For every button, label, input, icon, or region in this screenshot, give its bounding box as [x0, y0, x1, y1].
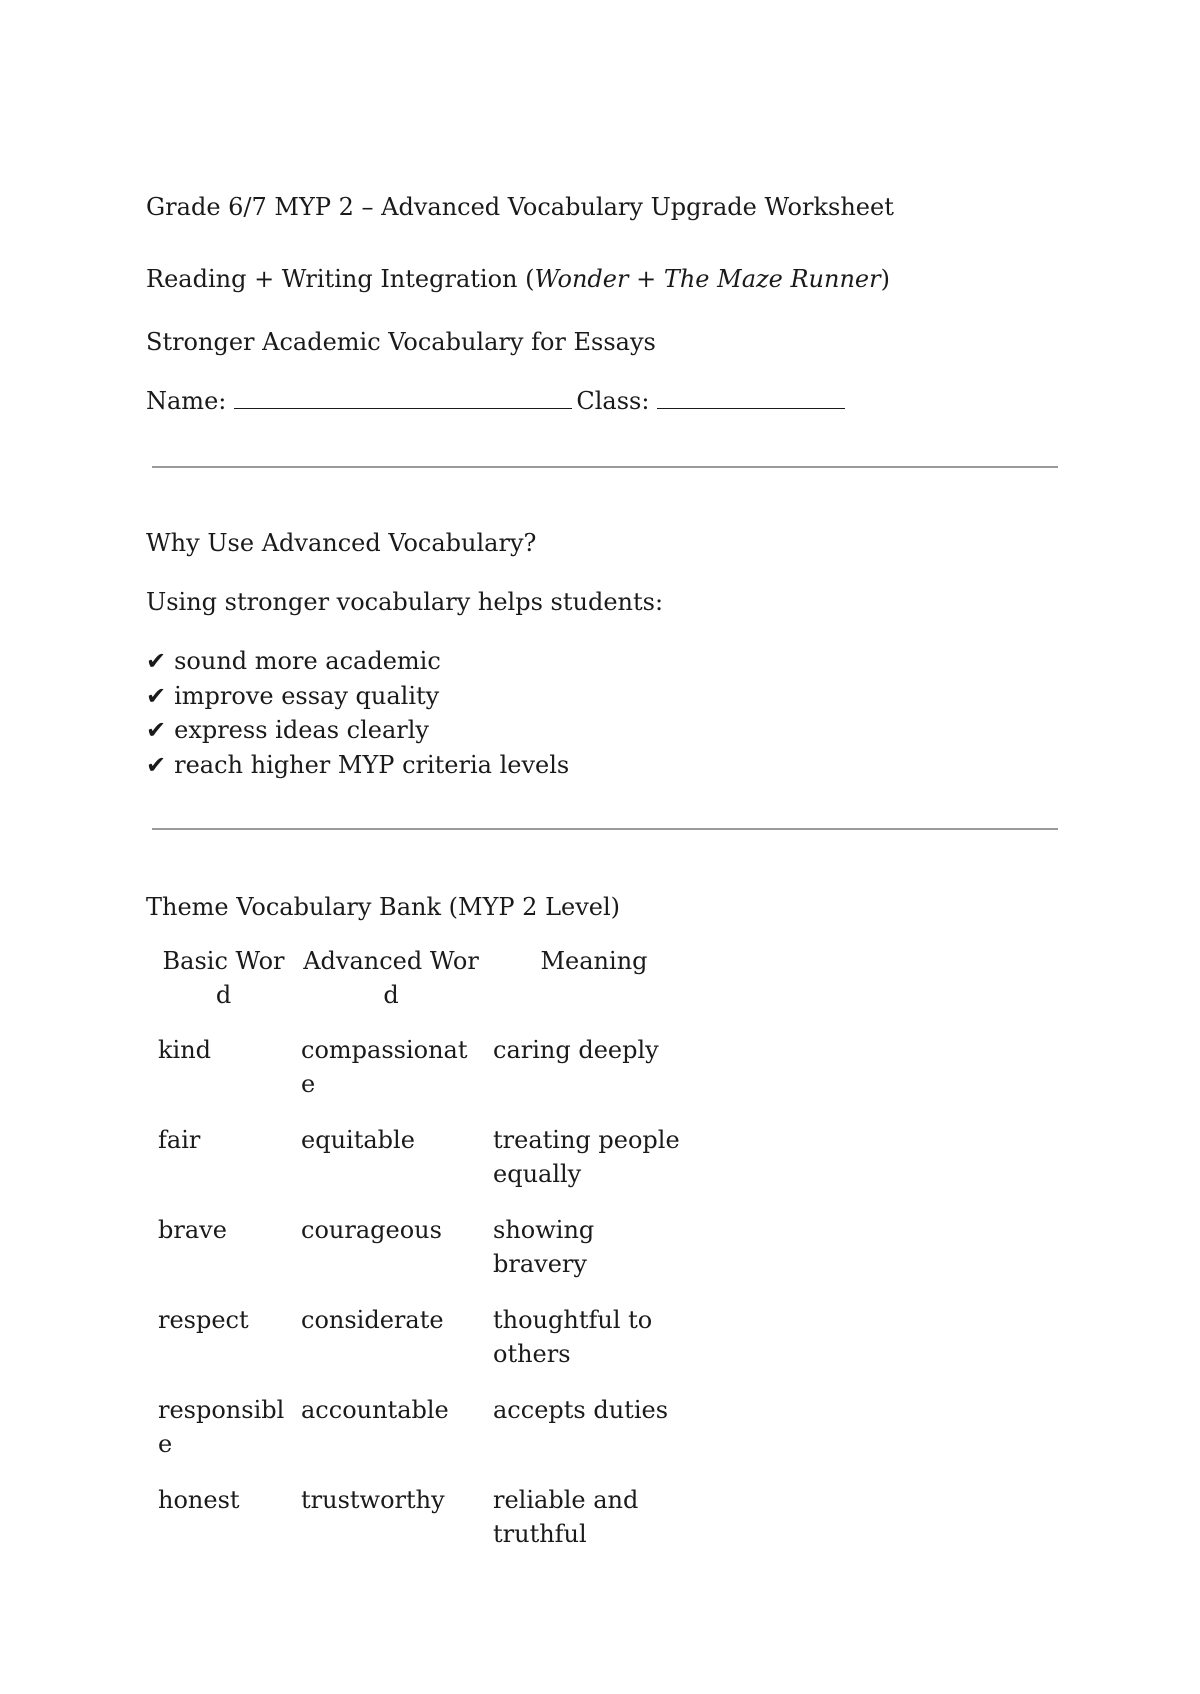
table-row [146, 1393, 695, 1483]
worksheet-subtitle-2: Stronger Academic Vocabulary for Essays [146, 328, 656, 356]
class-label: Class: [576, 387, 650, 415]
book-title-maze-runner: The Maze Runner [663, 265, 881, 293]
benefit-text: improve essay quality [174, 681, 440, 710]
why-intro: Using stronger vocabulary helps students: [146, 588, 664, 616]
subtitle-suffix: ) [880, 265, 890, 293]
why-heading: Why Use Advanced Vocabulary? [146, 529, 537, 557]
advanced-word-cell: trustworthy [301, 1486, 445, 1514]
table-row [146, 1033, 695, 1123]
worksheet-subtitle [146, 262, 890, 296]
advanced-word-cell: compassionate [301, 1036, 468, 1098]
benefit-text: sound more academic [174, 647, 441, 675]
table-header-row [146, 944, 695, 1033]
meaning-cell: reliable and truthful [493, 1486, 639, 1548]
section-divider [152, 466, 1058, 468]
name-class-row [146, 384, 845, 418]
table-row [146, 1483, 695, 1573]
meaning-cell: caring deeply [493, 1036, 659, 1064]
check-icon: ✔ [146, 681, 167, 710]
benefits-list [146, 644, 569, 782]
meaning-cell: treating people equally [493, 1126, 680, 1188]
check-icon: ✔ [146, 716, 167, 744]
basic-word-cell: honest [158, 1486, 240, 1514]
advanced-word-cell: accountable [301, 1396, 449, 1424]
meaning-cell: accepts duties [493, 1396, 669, 1424]
vocab-bank-heading: Theme Vocabulary Bank (MYP 2 Level) [146, 893, 621, 921]
column-header-meaning: Meaning [540, 947, 648, 975]
subtitle-prefix: Reading + Writing Integration ( [146, 265, 535, 293]
advanced-word-cell: equitable [301, 1126, 415, 1154]
basic-word-cell: kind [158, 1036, 212, 1064]
name-label: Name: [146, 387, 227, 415]
name-blank[interactable] [234, 384, 572, 409]
basic-word-cell: fair [158, 1126, 201, 1154]
basic-word-cell: brave [158, 1216, 227, 1244]
meaning-cell: thoughtful to others [493, 1306, 653, 1368]
check-icon: ✔ [146, 750, 167, 779]
subtitle-plus: + [628, 265, 664, 293]
worksheet-title: Grade 6/7 MYP 2 – Advanced Vocabulary Upgrade Worksheet [146, 193, 894, 221]
check-icon: ✔ [146, 647, 167, 675]
table-row [146, 1303, 695, 1393]
advanced-word-cell: considerate [301, 1306, 444, 1334]
benefit-text: express ideas clearly [174, 716, 429, 744]
list-item [146, 713, 569, 748]
class-blank[interactable] [657, 384, 845, 409]
section-divider [152, 828, 1058, 830]
list-item [146, 679, 569, 714]
vocab-table [146, 944, 695, 1573]
book-title-wonder: Wonder [534, 265, 629, 293]
benefit-text: reach higher MYP criteria levels [174, 750, 570, 779]
advanced-word-cell: courageous [301, 1216, 442, 1244]
meaning-cell: showing bravery [493, 1216, 595, 1278]
list-item [146, 748, 569, 783]
column-header-advanced: Advanced Word [303, 947, 479, 1009]
table-row [146, 1213, 695, 1303]
table-row [146, 1123, 695, 1213]
basic-word-cell: responsible [158, 1396, 285, 1458]
column-header-basic: Basic Word [162, 947, 285, 1009]
list-item [146, 644, 569, 679]
basic-word-cell: respect [158, 1306, 249, 1334]
